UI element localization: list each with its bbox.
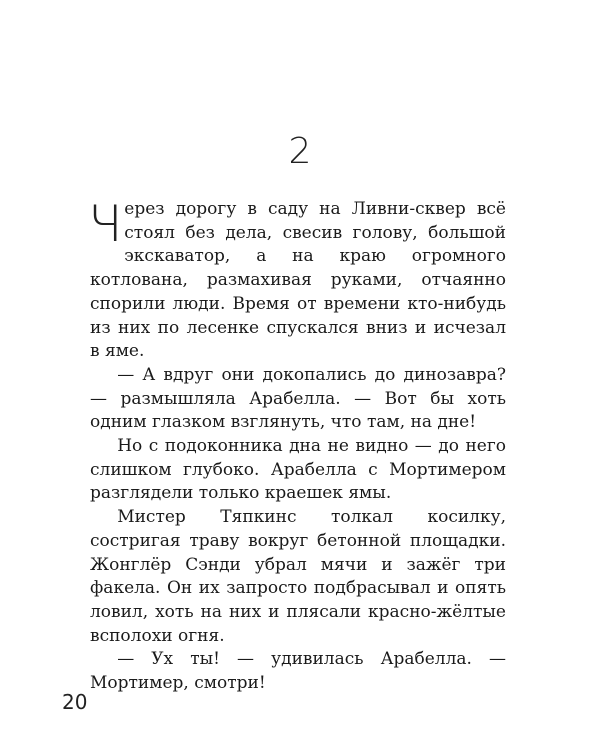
paragraph-1-text: ерез дорогу в саду на Ливни-сквер всё стоял без дела, свесив голову, большой экскаватор, а на краю огромного котлована, размахивая руками, отчаянно спорили люди. Время от времени кто-нибудь из них по лесенке спускался вниз и исчезал в яме.	[90, 199, 506, 362]
paragraph-4: Мистер Тяпкинс толкал косилку, состригая траву вокруг бетонной площадки. Жонглёр Сэнди убрал мячи и зажёг три факела. Он их запросто подбрасывал и опять ловил, хоть на них и плясали красно-жёлтые всполохи огня.	[90, 507, 506, 646]
page-number: 20	[62, 690, 88, 714]
chapter-number: 2	[288, 131, 312, 172]
drop-cap: Ч	[88, 195, 123, 253]
paragraph-3: Но с подоконника дна не видно — до него слишком глубоко. Арабелла с Мортимером разглядели только краешек ямы.	[90, 436, 506, 504]
body-text	[88, 195, 506, 696]
paragraph-1	[88, 195, 506, 364]
paragraph-5: — Ух ты! — удивилась Арабелла. — Мортимер, смотри!	[90, 649, 506, 694]
paragraph-2: — А вдруг они докопались до динозавра? — размышляла Арабелла. — Вот бы хоть одним глазком взглянуть, что там, на дне!	[90, 364, 506, 433]
